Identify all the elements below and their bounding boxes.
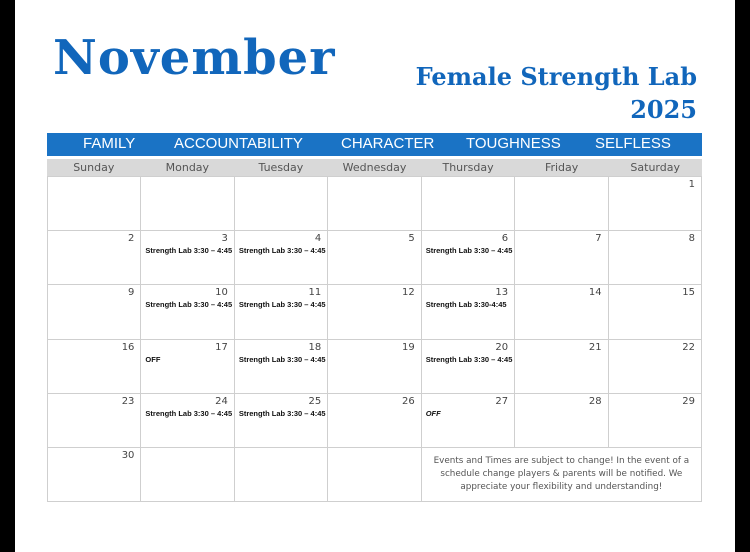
weekday-header: [47, 159, 702, 177]
day-number: 14: [588, 287, 602, 299]
day-cell: [515, 231, 608, 285]
day-cell: [422, 340, 515, 394]
day-event: Strength Lab 3:30 – 4:45: [425, 354, 513, 364]
day-cell: [48, 448, 141, 502]
month-title: November: [53, 30, 336, 86]
day-cell: [141, 448, 234, 502]
weekday-monday: Monday: [165, 161, 210, 174]
day-event: Strength Lab 3:30 – 4:45: [238, 246, 326, 256]
day-cell: [235, 340, 328, 394]
day-cell: [422, 285, 515, 339]
calendar-grid: [47, 176, 702, 502]
day-cell: [328, 340, 421, 394]
day-number: 2: [128, 233, 135, 245]
day-number: 1: [688, 179, 695, 190]
day-number: 22: [682, 341, 695, 353]
day-cell: [235, 285, 328, 339]
value-accountability: ACCOUNTABILITY: [174, 135, 303, 152]
weekday-thursday: Thursday: [442, 161, 494, 174]
core-values-bar: [47, 133, 702, 156]
day-cell: [328, 448, 421, 502]
program-name: Female Strength Lab: [415, 62, 697, 91]
day-event: Strength Lab 3:30 – 4:45: [238, 300, 326, 310]
day-cell: [422, 177, 515, 231]
weekday-saturday: Saturday: [630, 161, 680, 174]
day-number: 15: [682, 287, 695, 299]
day-event: Strength Lab 3:30 – 4:45: [145, 408, 233, 418]
day-cell: [235, 177, 328, 231]
day-number: 21: [588, 341, 602, 353]
day-number: 12: [401, 287, 415, 299]
day-cell: [609, 285, 702, 339]
day-number: 17: [215, 341, 228, 353]
program-year: 2025: [630, 95, 697, 124]
weekday-sunday: Sunday: [73, 161, 115, 174]
value-family: FAMILY: [83, 135, 136, 152]
day-number: 26: [401, 395, 415, 407]
day-cell: [515, 340, 608, 394]
value-toughness: TOUGHNESS: [466, 135, 561, 152]
day-cell: [515, 394, 608, 448]
weekday-wednesday: Wednesday: [342, 161, 407, 174]
day-number: 4: [314, 233, 322, 245]
day-cell: [609, 231, 702, 285]
day-event: Strength Lab 3:30 – 4:45: [238, 408, 326, 418]
day-number: 9: [128, 287, 135, 299]
day-cell: [48, 340, 141, 394]
day-number: 18: [308, 341, 322, 353]
day-number: 16: [121, 341, 135, 353]
day-cell: [48, 231, 141, 285]
day-event: OFF: [145, 354, 161, 364]
day-number: 11: [308, 287, 322, 299]
day-cell: [48, 394, 141, 448]
day-number: 19: [401, 341, 415, 353]
day-cell: [328, 285, 421, 339]
day-event: Strength Lab 3:30 – 4:45: [425, 246, 513, 256]
day-number: 30: [121, 449, 135, 461]
day-number: 29: [682, 395, 695, 407]
day-number: 8: [688, 233, 695, 245]
day-cell: [609, 177, 702, 231]
day-cell: [141, 177, 234, 231]
day-cell: [141, 285, 234, 339]
day-cell: [609, 340, 702, 394]
day-cell: [515, 177, 608, 231]
day-number: 25: [308, 395, 322, 407]
calendar-page: [15, 0, 735, 552]
day-number: 7: [595, 233, 602, 245]
day-cell: [328, 231, 421, 285]
day-number: 10: [215, 287, 228, 299]
weekday-friday: Friday: [544, 161, 579, 174]
day-event: Strength Lab 3:30 – 4:45: [145, 300, 233, 310]
day-cell: [515, 285, 608, 339]
day-event: OFF: [425, 408, 441, 418]
day-cell: [141, 340, 234, 394]
day-cell: [328, 394, 421, 448]
day-event: Strength Lab 3:30 – 4:45: [238, 354, 326, 364]
day-number: 5: [408, 233, 415, 245]
day-number: 28: [588, 395, 602, 407]
weekday-tuesday: Tuesday: [258, 161, 304, 174]
day-cell: [235, 231, 328, 285]
day-number: 13: [495, 287, 509, 299]
day-number: 24: [215, 395, 228, 407]
day-cell: [235, 448, 328, 502]
day-event: Strength Lab 3:30-4:45: [425, 300, 507, 310]
value-character: CHARACTER: [341, 135, 435, 152]
day-cell: [422, 394, 515, 448]
day-cell: [609, 394, 702, 448]
day-number: 20: [495, 341, 509, 353]
day-event: Strength Lab 3:30 – 4:45: [145, 246, 233, 256]
day-cell: [422, 231, 515, 285]
day-cell: [235, 394, 328, 448]
day-number: 27: [495, 395, 509, 407]
day-number: 6: [501, 233, 509, 245]
day-cell: [141, 394, 234, 448]
day-cell: [328, 177, 421, 231]
day-cell: [48, 177, 141, 231]
day-cell: [141, 231, 234, 285]
value-selfless: SELFLESS: [595, 135, 671, 152]
schedule-note: Events and Times are subject to change! In the event of a schedule change players & parents will be notified. We appreciate your flexibility and understanding!: [422, 448, 702, 502]
day-number: 3: [221, 233, 228, 245]
day-number: 23: [121, 395, 135, 407]
day-cell: [48, 285, 141, 339]
program-title: [337, 60, 697, 126]
